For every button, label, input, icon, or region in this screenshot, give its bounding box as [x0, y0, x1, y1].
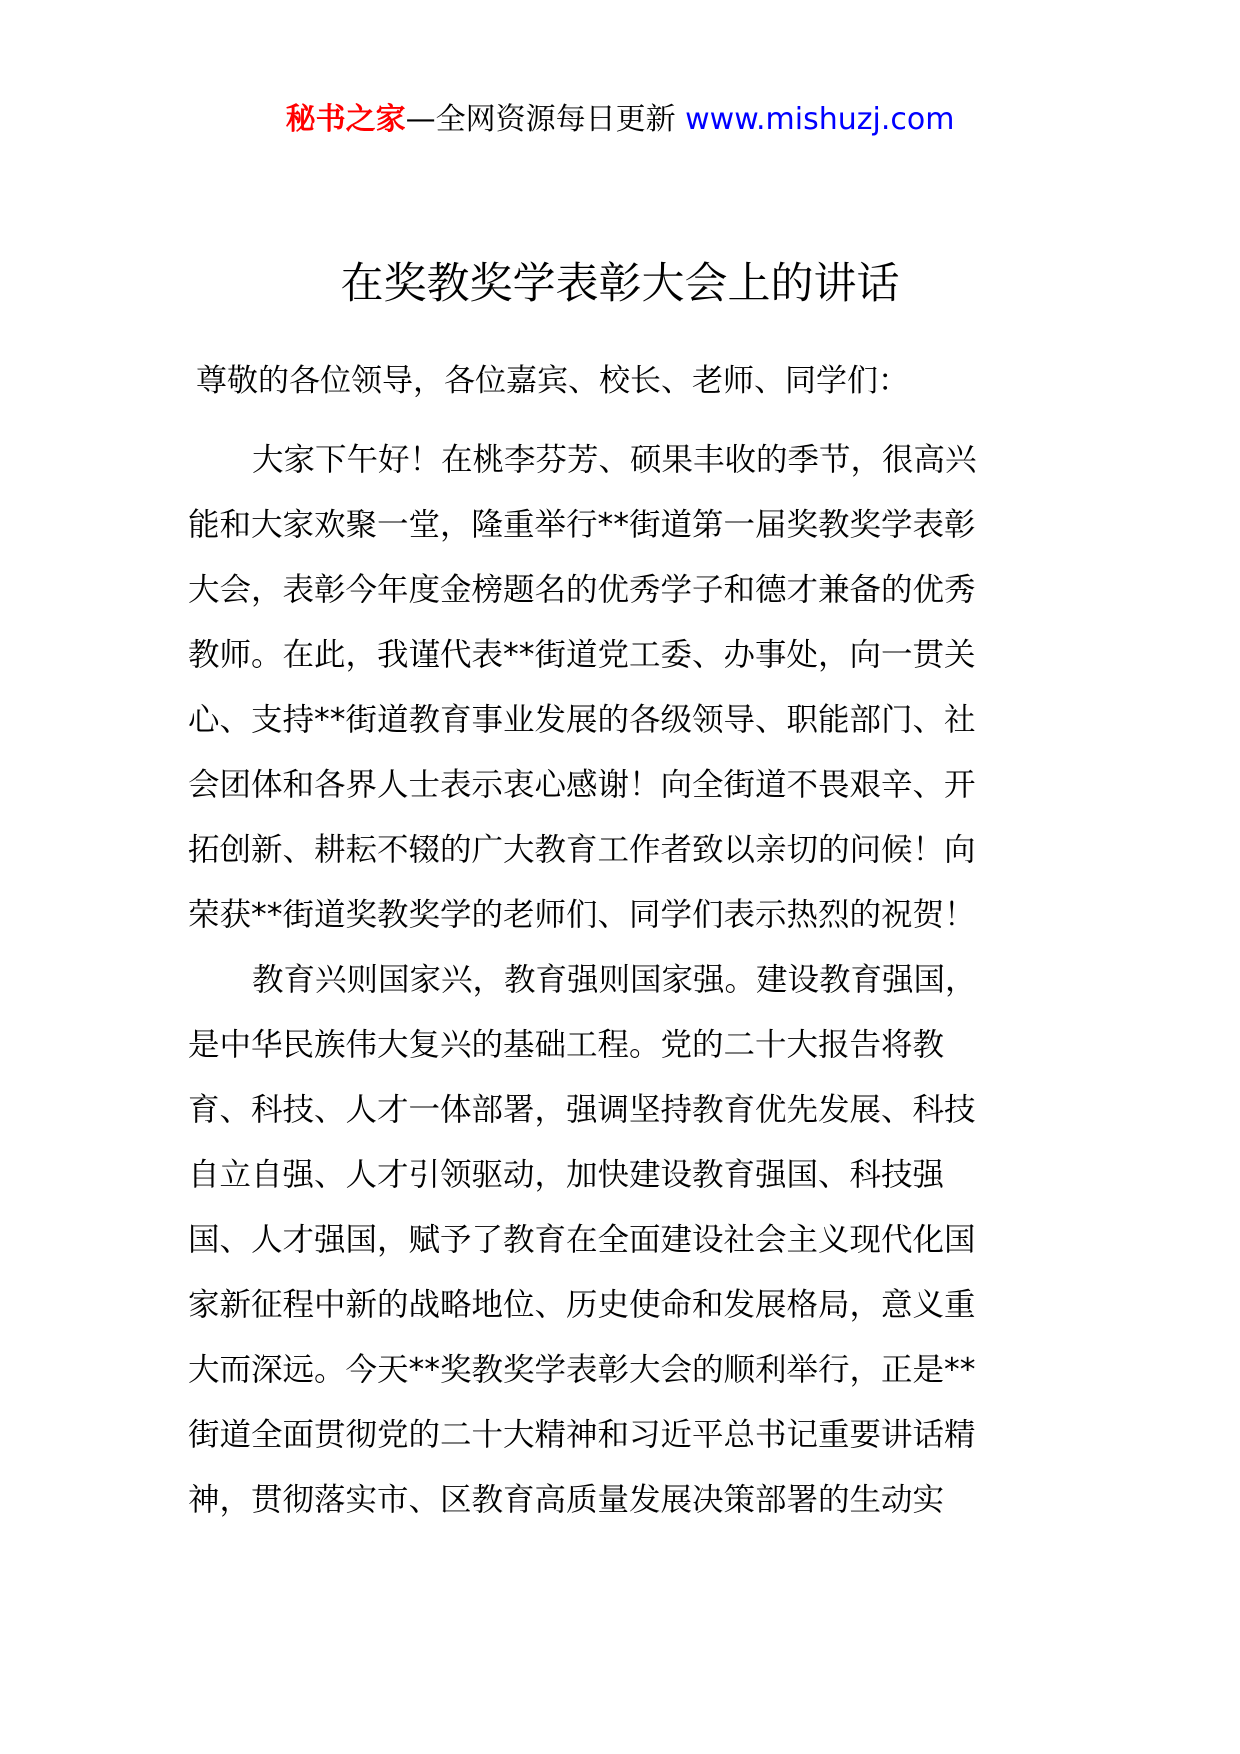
paragraph-line: 育、科技、人才一体部署，强调坚持教育优先发展、科技	[188, 1092, 976, 1128]
paragraph-line: 心、支持**街道教育事业发展的各级领导、职能部门、社	[188, 702, 976, 738]
paragraph-line: 是中华民族伟大复兴的基础工程。党的二十大报告将教	[188, 1027, 945, 1063]
paragraph-line: 教育兴则国家兴，教育强则国家强。建设教育强国，	[252, 962, 977, 998]
paragraph-line: 拓创新、耕耘不辍的广大教育工作者致以亲切的问候！向	[188, 832, 976, 868]
paragraph-line: 神，贯彻落实市、区教育高质量发展决策部署的生动实	[188, 1482, 945, 1518]
document-title: 在奖教奖学表彰大会上的讲话	[340, 259, 900, 309]
paragraph-line: 自立自强、人才引领驱动，加快建设教育强国、科技强	[188, 1157, 945, 1193]
header-slogan: —全网资源每日更新	[405, 102, 686, 137]
site-url[interactable]: www.mishuzj.com	[685, 102, 955, 137]
paragraph-line: 大而深远。今天**奖教奖学表彰大会的顺利举行，正是**	[188, 1352, 976, 1388]
paragraph-line: 家新征程中新的战略地位、历史使命和发展格局，意义重	[188, 1287, 976, 1323]
paragraph-line: 街道全面贯彻党的二十大精神和习近平总书记重要讲话精	[188, 1417, 976, 1453]
paragraph-line: 大会，表彰今年度金榜题名的优秀学子和德才兼备的优秀	[188, 572, 976, 608]
paragraph-line: 大家下午好！在桃李芬芳、硕果丰收的季节，很高兴	[252, 442, 977, 478]
paragraph-line: 荣获**街道奖教奖学的老师们、同学们表示热烈的祝贺！	[188, 897, 976, 933]
paragraph-line: 能和大家欢聚一堂，隆重举行**街道第一届奖教奖学表彰	[188, 507, 976, 543]
brand-name: 秘书之家	[285, 102, 406, 137]
site-header	[0, 100, 1240, 140]
salutation: 尊敬的各位领导，各位嘉宾、校长、老师、同学们：	[196, 363, 909, 399]
paragraph-line: 会团体和各界人士表示衷心感谢！向全街道不畏艰辛、开	[188, 767, 976, 803]
paragraph-line: 教师。在此，我谨代表**街道党工委、办事处，向一贯关	[188, 637, 976, 673]
document-body	[188, 428, 1068, 1533]
paragraph-line: 国、人才强国，赋予了教育在全面建设社会主义现代化国	[188, 1222, 976, 1258]
